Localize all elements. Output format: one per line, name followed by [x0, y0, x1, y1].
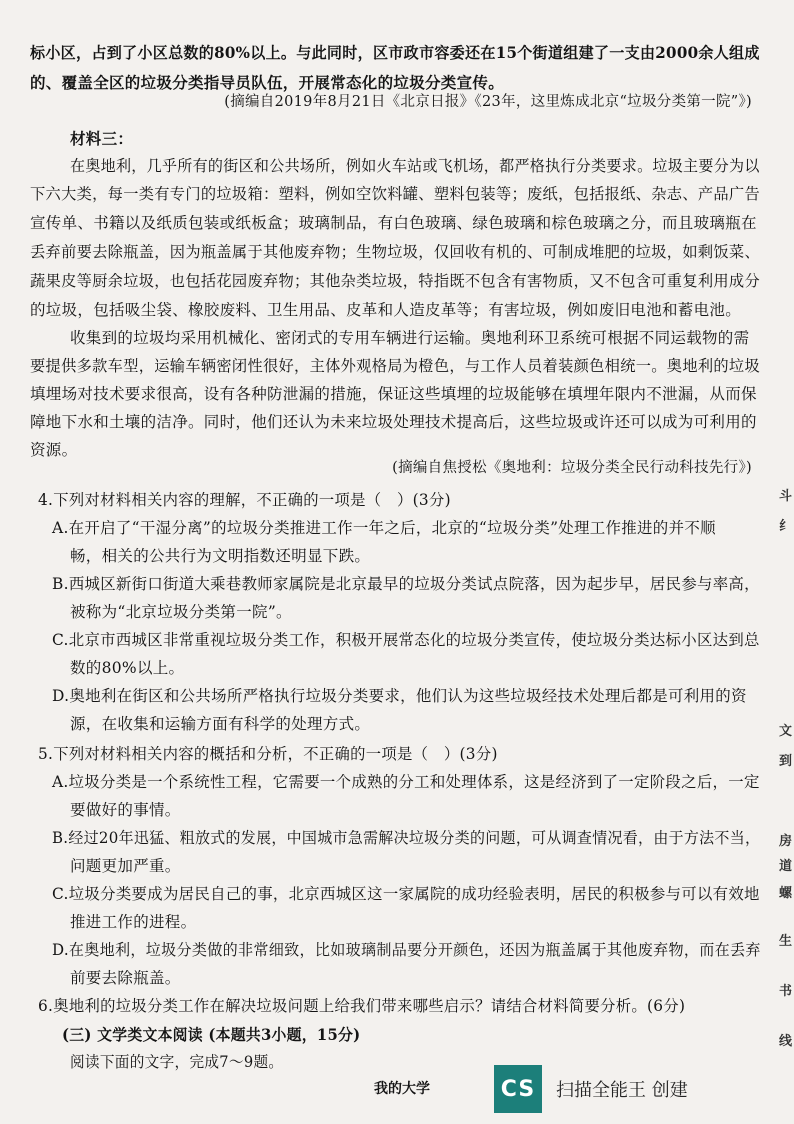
reading-instruction: 阅读下面的文字，完成7～9题。: [70, 1053, 284, 1071]
margin-char: 纟: [778, 519, 792, 534]
text-line: 资源。: [30, 441, 78, 459]
text-line: 要提供多款车型，运输车辆密闭性很好，主体外观格局为橙色，与工作人员着装颜色相统一。奥地利的垃圾: [30, 357, 760, 375]
margin-char: 文: [778, 724, 792, 739]
q5-option-c-cont: 推进工作的进程。: [70, 913, 197, 931]
text-line: 蔬果皮等厨余垃圾，也包括花园废弃物；其他杂类垃圾，特指既不包含有害物质，又不包含可重复利用成分: [30, 272, 760, 290]
margin-char: 斗: [778, 489, 792, 504]
material-three-title: 材料三：: [70, 129, 134, 148]
q5-option-d: D.在奥地利，垃圾分类做的非常细致，比如玻璃制品要分开颜色，还因为瓶盖属于其他废弃物，而在丢弃: [52, 941, 761, 959]
text-line: 标小区，占到了小区总数的80%以上。与此同时，区市政市容委还在15个街道组建了一支由2000余人组成: [30, 43, 760, 62]
source-citation: (摘编自焦授松《奥地利：垃圾分类全民行动科技先行》): [392, 460, 752, 476]
q5-option-d-cont: 前要去除瓶盖。: [70, 969, 181, 987]
q5-option-c: C.垃圾分类要成为居民自己的事，北京西城区这一家属院的成功经验表明，居民的积极参与可以有效地: [52, 885, 760, 903]
margin-char: 线: [778, 1034, 792, 1049]
text-line: 收集到的垃圾均采用机械化、密闭式的专用车辆进行运输。奥地利环卫系统可根据不同运载物的需: [70, 329, 750, 347]
q4-option-b: B.西城区新街口街道大乘巷教师家属院是北京最早的垃圾分类试点院落，因为起步早，居民参与率高，: [52, 575, 760, 593]
margin-char: 房: [778, 834, 792, 849]
source-citation: (摘编自2019年8月21日《北京日报》《23年，这里炼成北京“垃圾分类第一院”》): [224, 94, 752, 110]
question-5-stem: 5.下列对材料相关内容的概括和分析，不正确的一项是（ ）(3分): [38, 745, 498, 763]
section-three-heading: (三) 文学类文本阅读 (本题共3小题，15分): [62, 1025, 361, 1044]
question-6: 6.奥地利的垃圾分类工作在解决垃圾问题上给我们带来哪些启示？请结合材料简要分析。(6分): [38, 997, 686, 1015]
text-line: 的、覆盖全区的垃圾分类指导员队伍，开展常态化的垃圾分类宣传。: [30, 73, 505, 92]
text-line: 宣传单、书籍以及纸质包装或纸板盒；玻璃制品，有白色玻璃、绿色玻璃和棕色玻璃之分，而且玻璃瓶在: [30, 214, 757, 232]
q4-option-b-cont: 被称为“北京垃圾分类第一院”。: [70, 603, 292, 621]
text-line: 下六大类，每一类有专门的垃圾箱：塑料，例如空饮料罐、塑料包装等；废纸，包括报纸、杂志、产品广告: [30, 185, 760, 203]
q4-option-a-cont: 畅，相关的公共行为文明指数还明显下跌。: [70, 547, 371, 565]
margin-char: 到: [778, 754, 792, 769]
text-line: 障地下水和土壤的洁净。同时，他们还认为未来垃圾处理技术提高后，这些垃圾或许还可以成为可利用的: [30, 413, 757, 431]
q5-option-a-cont: 要做好的事情。: [70, 801, 181, 819]
camscanner-logo-icon: CS: [494, 1065, 542, 1113]
margin-char: 生: [778, 934, 792, 949]
text-line: 填埋场对技术要求很高，设有各种防泄漏的措施，保证这些填埋的垃圾能够在填埋年限内不泄漏，从而保: [30, 385, 757, 403]
question-4-stem: 4.下列对材料相关内容的理解，不正确的一项是（ ）(3分): [38, 491, 451, 509]
text-line: 的垃圾，包括吸尘袋、橡胶废料、卫生用品、皮革和人造皮革等；有害垃圾，例如废旧电池和蓄电池。: [30, 301, 742, 319]
q4-option-c-cont: 数的80%以上。: [70, 659, 185, 677]
q5-option-b: B.经过20年迅猛、粗放式的发展，中国城市急需解决垃圾分类的问题，可从调查情况看，由于方法不当，: [52, 829, 761, 847]
story-title: 我的大学: [374, 1081, 430, 1097]
margin-char: 螺: [778, 886, 792, 901]
margin-char: 道: [778, 859, 792, 874]
q4-option-a: A.在开启了“干湿分离”的垃圾分类推进工作一年之后，北京的“垃圾分类”处理工作推进的并不顺: [52, 519, 716, 537]
q4-option-d: D.奥地利在街区和公共场所严格执行垃圾分类要求，他们认为这些垃圾经技术处理后都是可利用的资: [52, 687, 747, 705]
q5-option-a: A.垃圾分类是一个系统性工程，它需要一个成熟的分工和处理体系，这是经济到了一定阶段之后，一定: [52, 773, 760, 791]
margin-char: 书: [778, 984, 792, 999]
scanner-watermark-label: 扫描全能王 创建: [556, 1080, 688, 1101]
q4-option-d-cont: 源，在收集和运输方面有科学的处理方式。: [70, 715, 371, 733]
q4-option-c: C.北京市西城区非常重视垃圾分类工作，积极开展常态化的垃圾分类宣传，使垃圾分类达标小区达到总: [52, 631, 760, 649]
q5-option-b-cont: 问题更加严重。: [70, 857, 181, 875]
text-line: 在奥地利，几乎所有的街区和公共场所，例如火车站或飞机场，都严格执行分类要求。垃圾主要分为以: [70, 157, 760, 175]
text-line: 丢弃前要去除瓶盖，因为瓶盖属于其他废弃物；生物垃圾，仅回收有机的、可制成堆肥的垃圾，如剩饭菜、: [30, 243, 760, 261]
